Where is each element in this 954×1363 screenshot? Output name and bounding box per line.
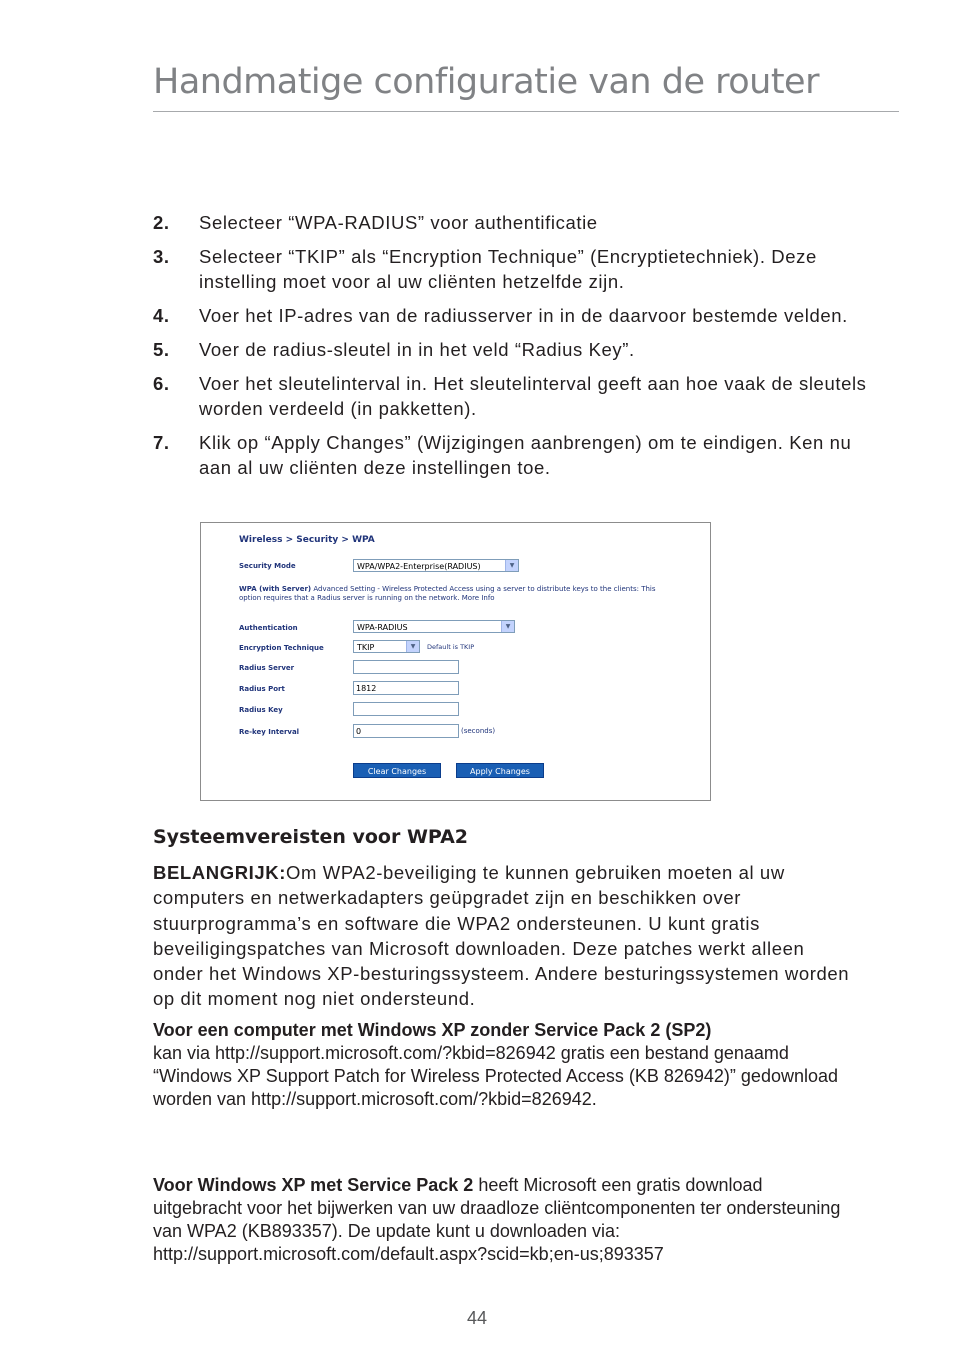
step-text: Voer de radius-sleutel in in het veld “Radius Key”. (199, 339, 635, 360)
list-item (153, 371, 873, 421)
sp2-text: heeft Microsoft een gratis download uitgebracht voor het bijwerken van uw draadloze cliëntcomponenten ter ondersteuning van WPA2 (KB893357). De update kunt u downloaden via: http://support.microsoft.com/default.aspx?scid=kb;en-us;893357 (153, 1175, 841, 1264)
list-item (153, 430, 873, 480)
sp2-heading: Voor Windows XP met Service Pack 2 (153, 1175, 474, 1195)
radius-server-input[interactable] (353, 660, 459, 674)
important-label: BELANGRIJK: (153, 862, 287, 883)
sp2-paragraph (153, 1174, 843, 1266)
encryption-select[interactable] (353, 640, 420, 653)
list-item (153, 210, 873, 235)
step-number: 5. (153, 339, 170, 360)
important-paragraph (153, 860, 853, 1012)
list-item (153, 244, 873, 294)
step-text: Voer het sleutelinterval in. Het sleutelinterval geeft aan hoe vaak de sleutels worden verdeeld (in pakketten). (199, 373, 867, 419)
note-text: Advanced Setting - Wireless Protected Access using a server to distribute keys to the clients: This option requires that a Radius server is running on the network. More Info (239, 585, 656, 602)
important-text: Om WPA2-beveiliging te kunnen gebruiken moeten al uw computers en netwerkadapters geüpgradet zijn en beschikken over stuurprogramma’s en software die WPA2 ondersteunen. U kunt gratis beveiligingspatches van Microsoft downloaden. Deze patches werkt alleen onder het Windows XP-besturingssysteem. Andere besturingssystemen worden op dit moment nog niet ondersteund. (153, 862, 850, 1010)
steps-list (153, 210, 873, 489)
sp2-missing-text: kan via http://support.microsoft.com/?kbid=826942 gratis een bestand genaamd “Windows XP Support Patch for Wireless Protected Access (KB 826942)” gedownload worden van http://support.microsoft.com/?kbid=826942. (153, 1043, 839, 1109)
router-settings-screenshot (200, 522, 711, 801)
authentication-label: Authentication (239, 624, 298, 632)
step-text: Klik op “Apply Changes” (Wijzigingen aanbrengen) om te eindigen. Ken nu aan al uw cliënten deze instellingen toe. (199, 432, 852, 478)
rekey-interval-label: Re-key Interval (239, 728, 300, 736)
security-mode-label: Security Mode (239, 562, 296, 570)
note-title: WPA (with Server) (239, 585, 312, 593)
rekey-unit: (seconds) (461, 727, 496, 735)
step-number: 6. (153, 373, 170, 394)
title-divider (153, 111, 899, 112)
step-number: 3. (153, 246, 170, 267)
radius-key-input[interactable] (353, 702, 459, 716)
radius-port-label: Radius Port (239, 685, 285, 693)
encryption-hint: Default is TKIP (427, 643, 475, 651)
page-title: Handmatige configuratie van de router (153, 62, 819, 102)
step-text: Selecteer “TKIP” als “Encryption Technique” (Encryptietechniek). Deze instelling moet voor al uw cliënten hetzelfde zijn. (199, 246, 817, 292)
step-number: 2. (153, 212, 170, 233)
clear-changes-button[interactable]: Clear Changes (353, 763, 441, 778)
radius-port-input[interactable]: 1812 (353, 681, 459, 695)
breadcrumb: Wireless > Security > WPA (239, 535, 375, 545)
section-heading: Systeemvereisten voor WPA2 (153, 826, 469, 848)
security-mode-value: WPA/WPA2-Enterprise(RADIUS) (357, 562, 481, 571)
authentication-select[interactable] (353, 620, 515, 633)
encryption-value: TKIP (357, 643, 375, 652)
sp2-missing-paragraph (153, 1019, 843, 1111)
step-number: 7. (153, 432, 170, 453)
list-item (153, 337, 873, 362)
radius-server-label: Radius Server (239, 664, 295, 672)
authentication-value: WPA-RADIUS (357, 623, 408, 632)
step-text: Selecteer “WPA-RADIUS” voor authentificatie (199, 212, 598, 233)
step-number: 4. (153, 305, 170, 326)
chevron-down-icon: ▼ (406, 641, 419, 652)
list-item (153, 303, 873, 328)
encryption-label: Encryption Technique (239, 644, 324, 652)
chevron-down-icon: ▼ (505, 560, 518, 571)
apply-changes-button[interactable]: Apply Changes (456, 763, 544, 778)
chevron-down-icon: ▼ (501, 621, 514, 632)
step-text: Voer het IP-adres van de radiusserver in in de daarvoor bestemde velden. (199, 305, 848, 326)
rekey-interval-input[interactable]: 0 (353, 724, 459, 738)
sp2-missing-heading: Voor een computer met Windows XP zonder Service Pack 2 (SP2) (153, 1020, 712, 1040)
security-mode-select[interactable] (353, 559, 519, 572)
page-number: 44 (466, 1308, 488, 1328)
wpa-server-note (239, 585, 679, 603)
radius-key-label: Radius Key (239, 706, 283, 714)
